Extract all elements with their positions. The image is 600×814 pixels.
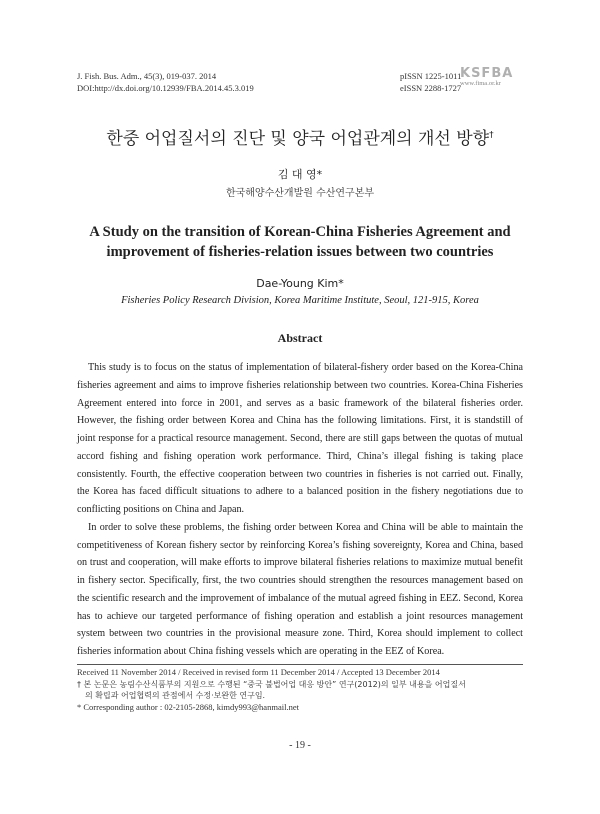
issn-block (400, 70, 461, 94)
journal-citation: J. Fish. Bus. Adm., 45(3), 019-037. 2014 (77, 71, 217, 81)
footnotes (77, 667, 523, 713)
funding-note-line-1: † 본 논문은 농림수산식품부의 지원으로 수행된 “중국 불법어업 대응 방안” 연구(2012)의 일부 내용을 어업질서 (77, 679, 466, 689)
korean-affiliation: 한국해양수산개발원 수산연구본부 (225, 188, 375, 199)
english-title: A Study on the transition of Korean-China Fisheries Agreement and improvement of fisheries-relation issues between two countries (89, 224, 511, 260)
abstract-heading: Abstract (277, 331, 323, 345)
funding-note-line-2: 의 확립과 어업협력의 관점에서 수정·보완한 연구임. (85, 691, 266, 700)
korean-author: 김 대 영* (277, 168, 323, 181)
abstract-paragraph-1: This study is to focus on the status of implementation of bilateral-fishery order based on the Korea-China fisheries agreement and aims to improve fisheries relationship between two countries. Korea-China Fisheries Agreement entered into force in 2001, and serves as a basic framework of the bilateral fisheries order. However, the fishing order between Korea and China has the following limitations. First, it is standstill of joint response for a practical resource management. Second, there are still gaps between the quotas of mutual accord fishing and fishing operation work performance. Third, China’s illegal fishing is taking place consistently. Fourth, the effective cooperation between two countries in fisheries is not carried out. Finally, the Korea has faced difficult situations to adhere to a balanced position in the fishery negotiations due to conflicting positions on China and Japan. (77, 362, 523, 515)
english-author: Dae-Young Kim* (256, 277, 344, 290)
title-footnote-mark: † (489, 130, 494, 141)
korean-title (0, 124, 600, 149)
abstract-paragraph-2: In order to solve these problems, the fishing order between Korea and China will be able to maintain the competitiveness of Korean fishery sector by reinforcing Korea’s fishing sovereignty, Korea and China, based on trust and cooperation, will make efforts to improve bilateral fisheries relations to maximize mutual benefit in fishery sector. Specifically, first, the two countries should strengthen the resources management based on the scientific research and the improvement of imbalance of the mutual agreed fishing in EEZ. Second, Korea has to achieve our targeted performance of fishing operation and establish a joint resources management system between two countries in the provisional measure zone. Third, Korea should implement to collect fisheries information about China fishing vessels which are operating in the EEZ of Korea. (77, 521, 523, 657)
page-number: - 19 - (289, 740, 311, 751)
pissn: pISSN 1225-1011 (400, 71, 462, 81)
journal-logo: KSFBA (460, 66, 514, 81)
korean-title-text: 한중 어업질서의 진단 및 양국 어업관계의 개선 방향 (106, 129, 490, 149)
journal-logo-url: www.fima.or.kr (460, 80, 501, 87)
english-affiliation: Fisheries Policy Research Division, Korea Maritime Institute, Seoul, 121-915, Korea (121, 295, 479, 306)
received-dates: Received 11 November 2014 / Received in revised form 11 December 2014 / Accepted 13 December 2014 (77, 667, 440, 677)
abstract-body (77, 359, 523, 661)
journal-citation-block (77, 70, 254, 94)
footnote-divider (77, 664, 523, 665)
eissn: eISSN 2288-1727 (400, 83, 462, 93)
corresponding-author: * Corresponding author : 02-2105-2868, kimdy993@hanmail.net (77, 701, 299, 712)
doi-link[interactable]: DOI:http://dx.doi.org/10.12939/FBA.2014.45.3.019 (77, 83, 254, 93)
